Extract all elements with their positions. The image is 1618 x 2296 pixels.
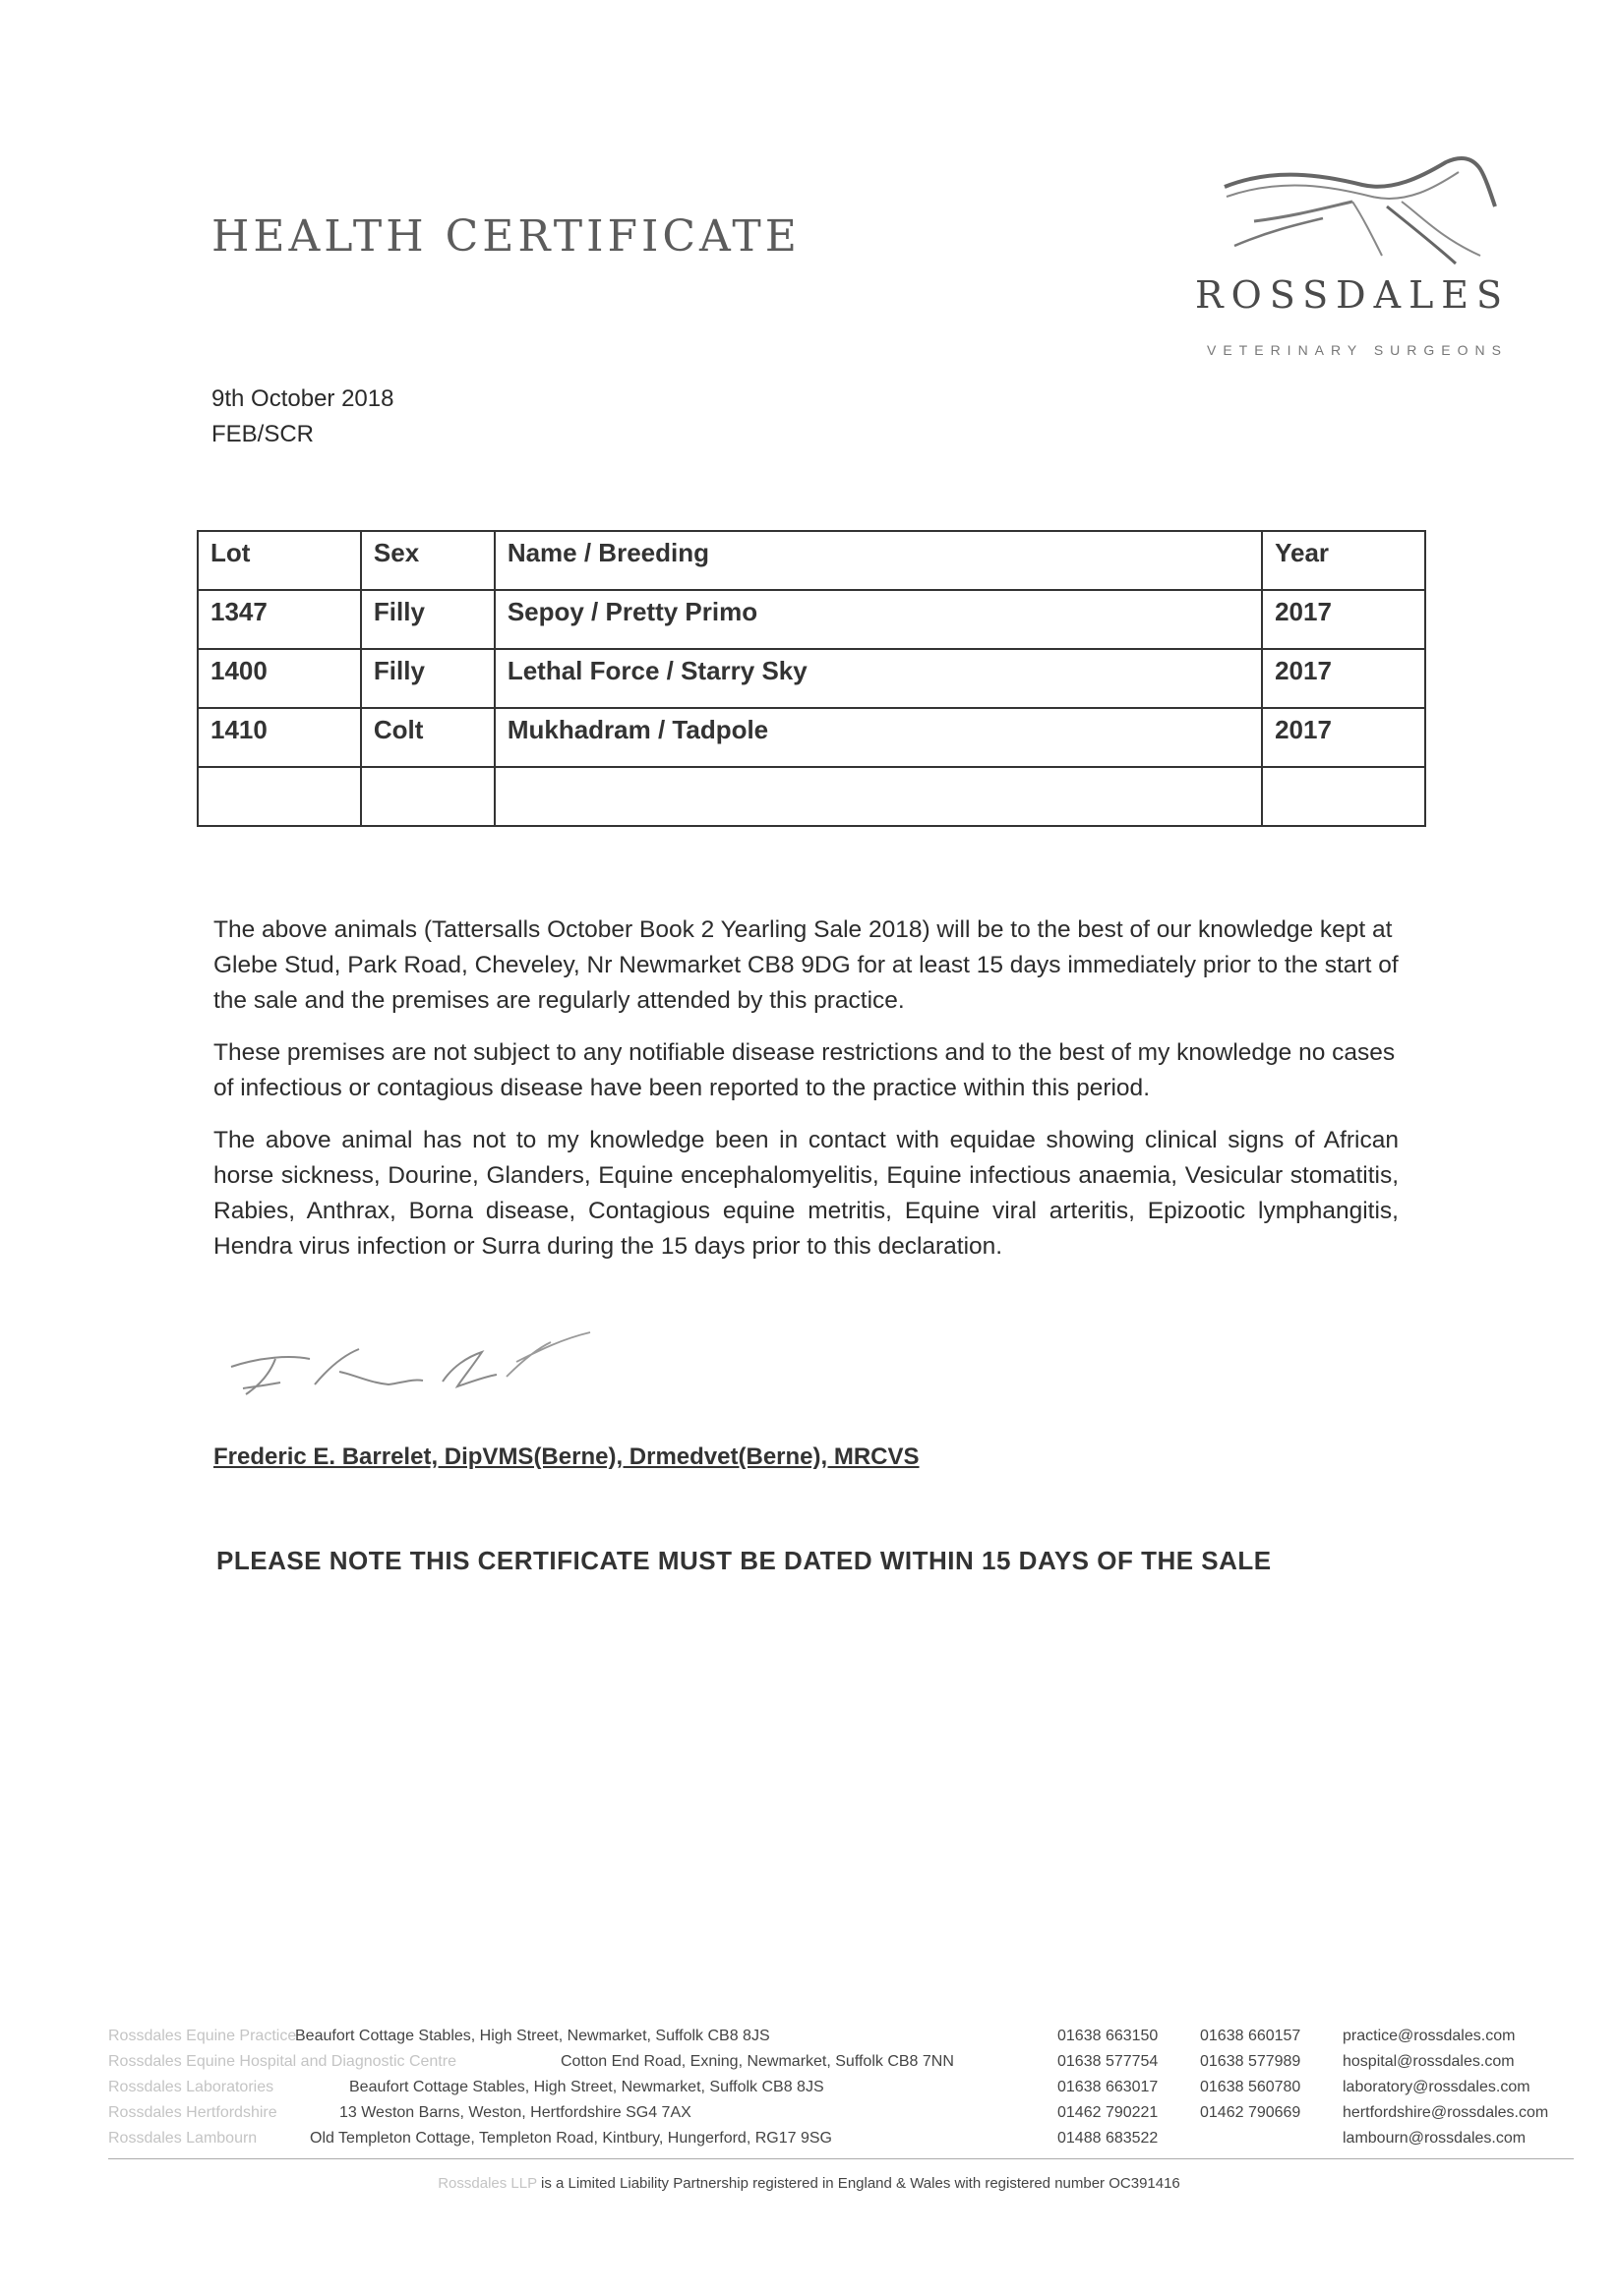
disease-contact-paragraph: The above animal has not to my knowledge been in contact with equidae showing clinical signs of African horse sickness, Dourine, Glanders, Equine encephalomyelitis, Equine infectious anaemia, Vesicular stomatitis, Rabies, Anthrax, Borna disease, Contagious equine metritis, Equine viral arteritis, Epizootic lymphangitis, Hendra virus infection or Surra during the 15 days prior to this declaration. (213, 1127, 1399, 1260)
office-name: Rossdales Hertfordshire (108, 2104, 277, 2121)
signer-name: Frederic E. Barrelet, DipVMS(Berne), Drmedvet(Berne), MRCVS (213, 1443, 920, 1470)
office-tel: 01638 663017 (1057, 2079, 1159, 2095)
certificate-reference: FEB/SCR (211, 421, 315, 447)
office-name: Rossdales Equine Hospital and Diagnostic Centre (108, 2053, 456, 2070)
cell-year: 2017 (1262, 590, 1425, 649)
office-address: 13 Weston Barns, Weston, Hertfordshire SG4 7AX (339, 2104, 691, 2121)
legal-footnote (0, 2175, 1618, 2192)
table-row (198, 708, 1425, 767)
table-row (198, 767, 1425, 826)
logo-name: ROSSDALES (1195, 273, 1511, 317)
dating-notice: PLEASE NOTE THIS CERTIFICATE MUST BE DATED WITHIN 15 DAYS OF THE SALE (216, 1546, 1272, 1575)
cell-sex: Filly (361, 590, 495, 649)
cell-lot: 1347 (198, 590, 361, 649)
office-tel: 01488 683522 (1057, 2130, 1159, 2147)
cell-lot: 1410 (198, 708, 361, 767)
footer-office-row (108, 2079, 1574, 2104)
office-name: Rossdales Equine Practice (108, 2028, 297, 2044)
logo-tagline: VETERINARY SURGEONS (1207, 342, 1508, 358)
footnote-company: Rossdales LLP (438, 2175, 537, 2192)
header-year: Year (1262, 531, 1425, 590)
document-title: HEALTH CERTIFICATE (211, 211, 801, 262)
office-email: laboratory@rossdales.com (1343, 2079, 1530, 2095)
footer-office-row (108, 2028, 1574, 2053)
office-fax: 01638 577989 (1200, 2053, 1301, 2070)
office-name: Rossdales Laboratories (108, 2079, 274, 2095)
rossdales-logo (1185, 138, 1510, 374)
footer-divider (108, 2158, 1574, 2159)
cell-lot: 1400 (198, 649, 361, 708)
cell-name-breeding: Mukhadram / Tadpole (495, 708, 1262, 767)
header-lot: Lot (198, 531, 361, 590)
office-tel: 01638 577754 (1057, 2053, 1159, 2070)
cell-year: 2017 (1262, 649, 1425, 708)
footer-office-row (108, 2104, 1574, 2130)
animals-table (197, 530, 1426, 827)
signature-image (221, 1327, 615, 1406)
cell-lot (198, 767, 361, 826)
office-name: Rossdales Lambourn (108, 2130, 258, 2147)
footer-office-row (108, 2130, 1574, 2155)
galloping-horse-icon (1215, 147, 1500, 275)
office-address: Beaufort Cottage Stables, High Street, Newmarket, Suffolk CB8 8JS (295, 2028, 770, 2044)
table-row (198, 590, 1425, 649)
office-address: Cotton End Road, Exning, Newmarket, Suffolk CB8 7NN (561, 2053, 954, 2070)
table-header-row (198, 531, 1425, 590)
office-email: practice@rossdales.com (1343, 2028, 1516, 2044)
office-email: lambourn@rossdales.com (1343, 2130, 1527, 2147)
certificate-date: 9th October 2018 (211, 385, 394, 412)
office-fax: 01638 560780 (1200, 2079, 1301, 2095)
office-address: Beaufort Cottage Stables, High Street, Newmarket, Suffolk CB8 8JS (349, 2079, 824, 2095)
header-sex: Sex (361, 531, 495, 590)
cell-sex (361, 767, 495, 826)
cell-sex: Colt (361, 708, 495, 767)
cell-year: 2017 (1262, 708, 1425, 767)
cell-year (1262, 767, 1425, 826)
header-name-breeding: Name / Breeding (495, 531, 1262, 590)
footnote-text: is a Limited Liability Partnership registered in England & Wales with registered number OC391416 (541, 2175, 1180, 2192)
cell-name-breeding: Sepoy / Pretty Primo (495, 590, 1262, 649)
footer-offices (108, 2028, 1574, 2155)
footer-office-row (108, 2053, 1574, 2079)
premises-paragraph: These premises are not subject to any notifiable disease restrictions and to the best of my knowledge no cases of infectious or contagious disease have been reported to the practice within this period. (213, 1039, 1396, 1101)
office-email: hospital@rossdales.com (1343, 2053, 1515, 2070)
office-tel: 01638 663150 (1057, 2028, 1159, 2044)
table-row (198, 649, 1425, 708)
office-fax: 01638 660157 (1200, 2028, 1301, 2044)
office-tel: 01462 790221 (1057, 2104, 1159, 2121)
office-email: hertfordshire@rossdales.com (1343, 2104, 1549, 2121)
cell-name-breeding (495, 767, 1262, 826)
office-fax: 01462 790669 (1200, 2104, 1301, 2121)
office-address: Old Templeton Cottage, Templeton Road, Kintbury, Hungerford, RG17 9SG (310, 2130, 832, 2147)
cell-name-breeding: Lethal Force / Starry Sky (495, 649, 1262, 708)
sale-location-paragraph: The above animals (Tattersalls October Book 2 Yearling Sale 2018) will be to the best of our knowledge kept at Glebe Stud, Park Road, Cheveley, Nr Newmarket CB8 9DG for at least 15 days immediately prior to the start of the sale and the premises are regularly attended by this practice. (213, 916, 1399, 1014)
cell-sex: Filly (361, 649, 495, 708)
